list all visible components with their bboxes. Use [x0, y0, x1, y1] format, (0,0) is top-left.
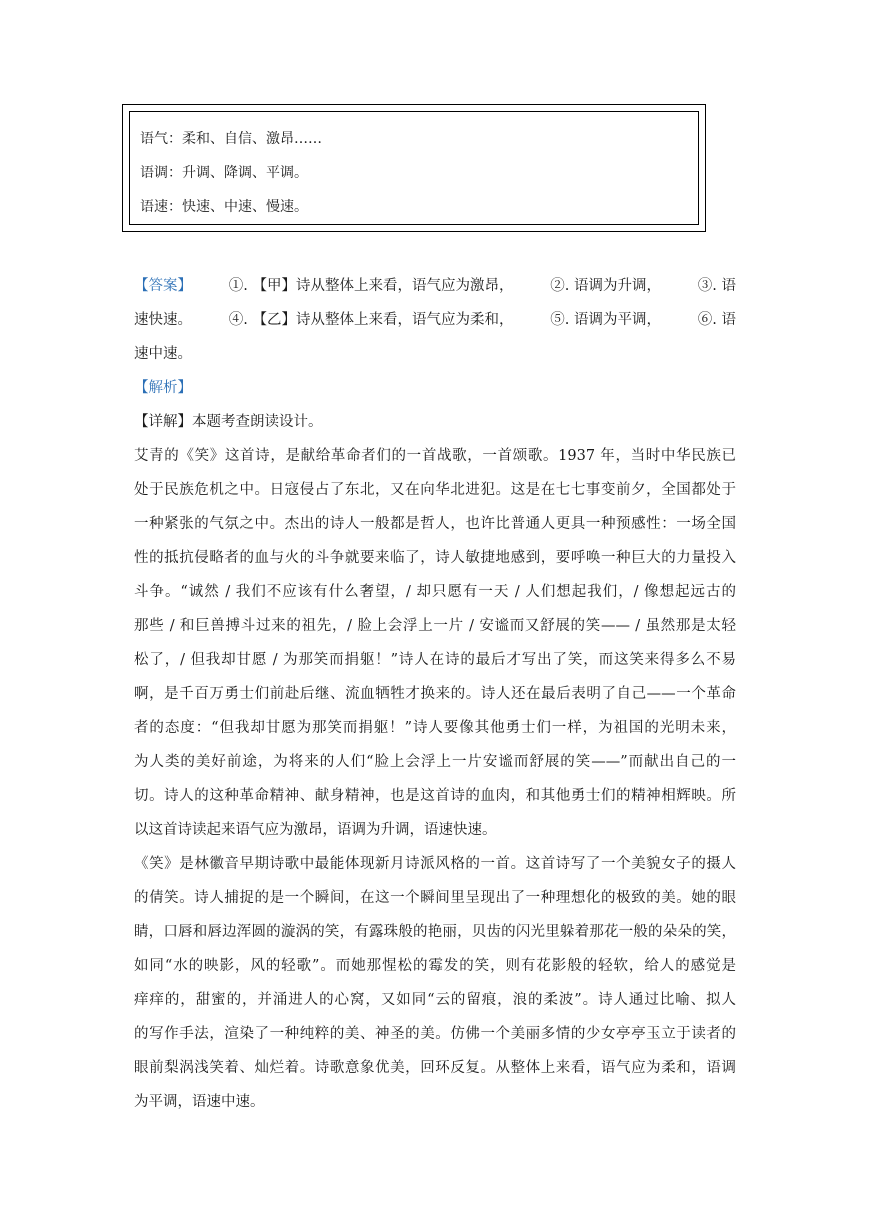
answer-item-6-start: ⑥. 语: [697, 312, 736, 328]
paragraph-line: 啊，是千百万勇士们前赴后继、流血牺牲才换来的。诗人还在最后表明了自己——一个革命: [134, 686, 736, 702]
paragraph-line: 的写作手法，渲染了一种纯粹的美、神圣的美。仿佛一个美丽多情的少女亭亭玉立于读者的: [134, 1026, 736, 1042]
analysis-detail: 【详解】本题考查朗读设计。: [134, 414, 323, 430]
hint-line-speed: 语速：快速、中速、慢速。: [140, 199, 308, 215]
paragraph-line: 那些 / 和巨兽搏斗过来的祖先，/ 脸上会浮上一片 / 安谧而又舒展的笑—— / 虽然那是太轻: [134, 618, 736, 634]
paragraph-line: 眼前梨涡浅笑着、灿烂着。诗歌意象优美，回环反复。从整体上来看，语气应为柔和，语调: [134, 1060, 736, 1076]
paragraph-line: 为平调，语速中速。: [134, 1094, 265, 1110]
paragraph-line: 的倩笑。诗人捕捉的是一个瞬间，在这一个瞬间里呈现出了一种理想化的极致的美。她的眼: [134, 890, 736, 906]
answer-item-3-end: 速快速。: [134, 312, 192, 328]
answer-item-1: ①. 【甲】诗从整体上来看，语气应为激昂，: [228, 278, 514, 294]
paragraph-line: 《笑》是林徽音早期诗歌中最能体现新月诗派风格的一首。这首诗写了一个美貌女子的摄人: [134, 856, 736, 872]
answer-row-2: [134, 303, 736, 337]
answer-content: [134, 269, 736, 1119]
paragraph-line: 为人类的美好前途，为将来的人们“脸上会浮上一片安谧而舒展的笑——”而献出自己的一: [134, 754, 736, 770]
answer-item-3-start: ③. 语: [697, 278, 736, 294]
answer-item-4: ④. 【乙】诗从整体上来看，语气应为柔和，: [228, 312, 514, 328]
reading-hint-inner-box: [129, 111, 699, 225]
paragraph-line: 斗争。“诚然 / 我们不应该有什么奢望，/ 却只愿有一天 / 人们想起我们，/ 像想起远古的: [134, 584, 736, 600]
paragraph-line: 切。诗人的这种革命精神、献身精神，也是这首诗的血肉，和其他勇士们的精神相辉映。所: [134, 788, 736, 804]
paragraph-line: 如同“水的映影，风的轻歌”。而她那惺松的霉发的笑，则有花影般的轻软，给人的感觉是: [134, 958, 736, 974]
answer-item-5: ⑤. 语调为平调，: [550, 312, 661, 328]
analysis-paragraph-1: [134, 439, 736, 847]
answer-row-3: 速中速。: [134, 346, 192, 362]
answer-tag: 【答案】: [134, 278, 192, 294]
analysis-tag: 【解析】: [134, 380, 192, 396]
analysis-paragraph-2: [134, 847, 736, 1119]
paragraph-line: 处于民族危机之中。日寇侵占了东北，又在向华北进犯。这是在七七事变前夕，全国都处于: [134, 482, 736, 498]
paragraph-line: 者的态度：“但我却甘愿为那笑而捐躯！”诗人要像其他勇士们一样，为祖国的光明未来，: [134, 720, 736, 736]
paragraph-line: 以这首诗读起来语气应为激昂，语调为升调，语速快速。: [134, 822, 497, 838]
hint-line-intonation: 语调：升调、降调、平调。: [140, 165, 308, 181]
paragraph-line: 痒痒的，甜蜜的，并涌进人的心窝，又如同“云的留痕，浪的柔波”。诗人通过比喻、拟人: [134, 992, 736, 1008]
answer-item-2: ②. 语调为升调，: [550, 278, 661, 294]
answer-row-1: [134, 269, 736, 303]
paragraph-line: 睛，口唇和唇边浑圆的漩涡的笑，有露珠般的艳丽，贝齿的闪光里躲着那花一般的朵朵的笑，: [134, 924, 736, 940]
paragraph-line: 艾青的《笑》这首诗，是献给革命者们的一首战歌，一首颂歌。1937 年，当时中华民族已: [134, 448, 736, 464]
reading-hint-box: [122, 104, 706, 232]
paragraph-line: 松了，/ 但我却甘愿 / 为那笑而捐躯！”诗人在诗的最后才写出了笑，而这笑来得多么不易: [134, 652, 736, 668]
hint-line-tone: 语气：柔和、自信、激昂……: [140, 131, 322, 147]
paragraph-line: 一种紧张的气氛之中。杰出的诗人一般都是哲人，也许比普通人更具一种预感性：一场全国: [134, 516, 736, 532]
paragraph-line: 性的抵抗侵略者的血与火的斗争就要来临了，诗人敏捷地感到，要呼唤一种巨大的力量投入: [134, 550, 736, 566]
